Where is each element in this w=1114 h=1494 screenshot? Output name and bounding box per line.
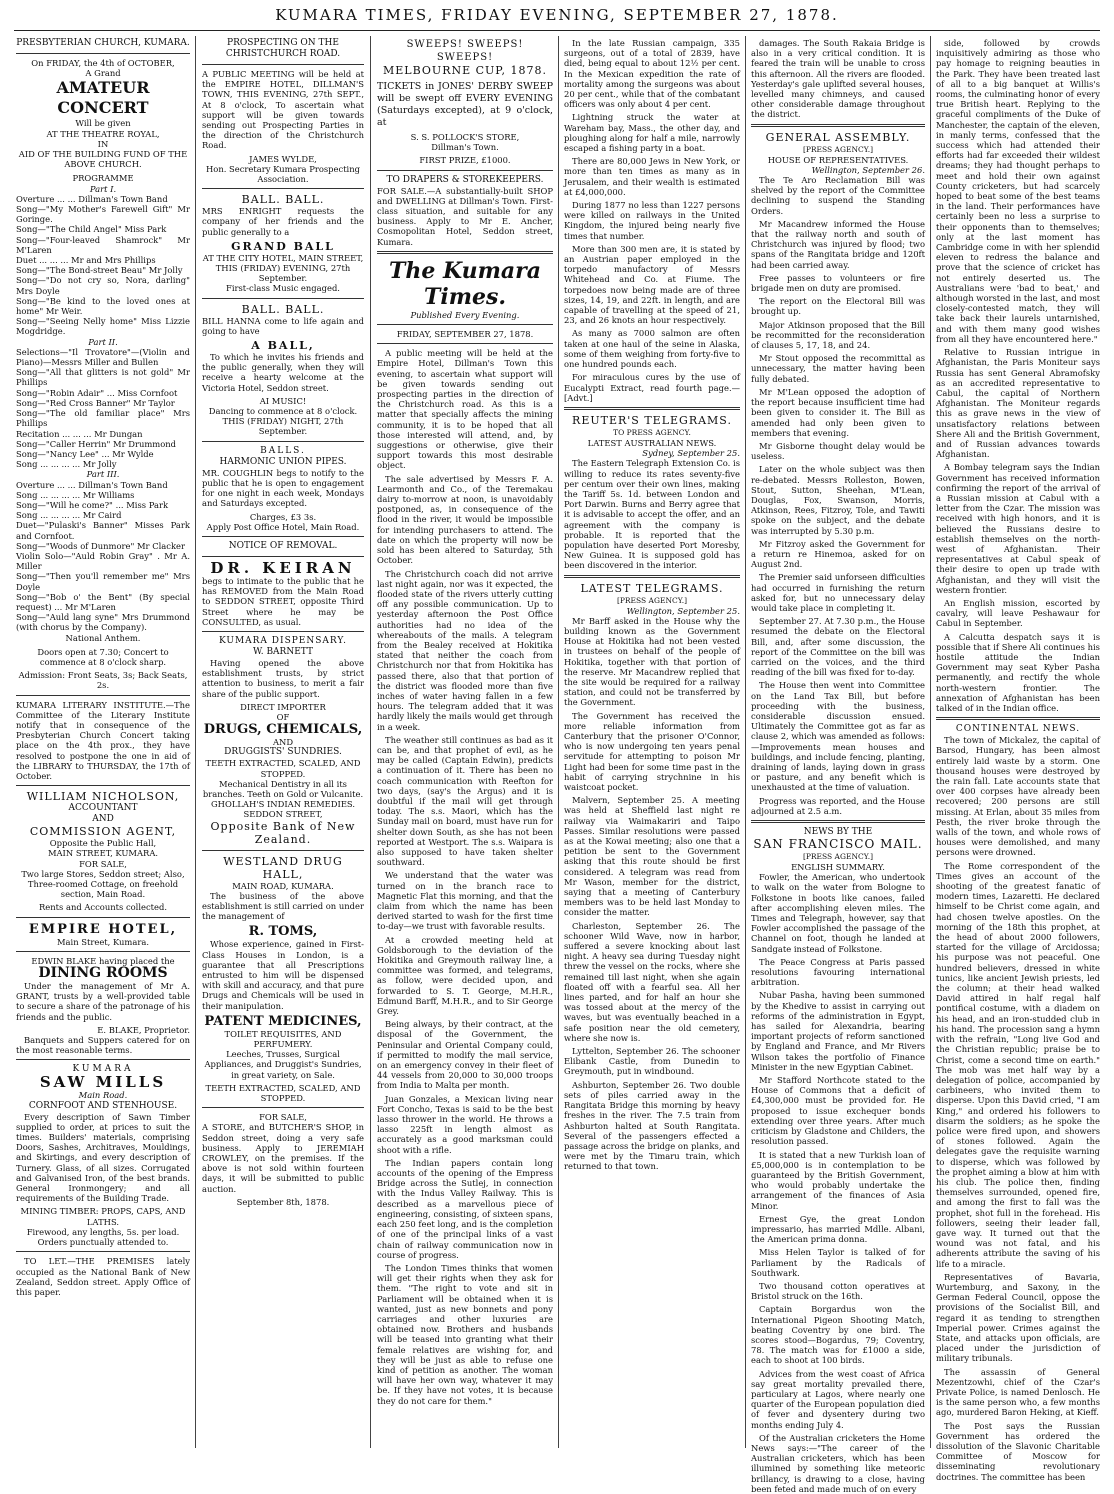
article-paragraph: side, followed by crowds inquisitively admiring as those who pay homage to reigning beauties in the Park. They have been treated last of all to a big banquet at Willis's rooms, the culminating honor of every true British heart. Replying to the graceful compliments of the Duke of Manchester, the captain of the eleven, in manly terms, confessed that the success which had attended their efforts had far exceeded their wildest dreams; they had thought perhaps to meet and hold their own against County cricketers, but had scarcely hoped to beat some of the best teams in the land. Their performances have certainly been no less a surprise to their opponents than to themselves; only at the last moment has Cambridge come in with her splendid eleven to redress the balance and prove that the science of cricket has not entirely deserted us. The Australians were 'bad to beat,' and although worsted in the last, and most closely-contested match, they will take back their laurels untarnished, and with them many good wishes from all they have encountered here.": [936, 38, 1100, 344]
programme-item: Song—"Will he come?" ... Miss Park: [16, 499, 169, 510]
article-paragraph: The Rome correspondent of the Times gives an account of the shooting of the greatest fanatic of modern times, Lazaretti. He declared himself to be Christ come again, and had chosen twelve apostles. On the morning of the 18th this prophet, at the head of about 2000 followers, started for the village of Arcidossa; his purpose was not peaceful. One hundred believers, dressed in white tunics, like ancient Jewish priests, led the column; at their head walked David attired in half regal half pontifical costume, with a diadem on his head, and an iron-studded club in his hand. The procession sang a hymn with the refrain, "Long live God and the Christian republic; praise be to Christ, come a second time on earth." The mob was met half way by a delegation of police, accompanied by carbineers, who invited them to disperse. Upon this David cried, "I am King," and ordered his followers to disarm the soldiers; as he spoke the police were fired upon, and showers of stones followed. Again the delegates gave the requisite warning to disperse, which was followed by the prophet aiming a blow at him with his club. The police then, finding themselves surrounded, opened fire, and among the first to fall was the prophet, shot full in the forehead. His followers, seeing their leader fall, gave way. It turned out that the wound was not fatal, and his adherents attribute the saving of his life to a miracle.: [936, 860, 1100, 1269]
for-sale-heading-2: FOR SALE,: [259, 1112, 307, 1123]
westland-text: The business of the above establishment is still carried on under the management of: [202, 890, 364, 922]
article-paragraph: Fowler, the American, who undertook to walk on the water from Bologne to Folkstone in boots like canoes, failed after accomplishing eleven miles. The Times and Telegraph, however, say that Fowler accomplished the passage of the Channel on foot, though he landed at Sandgate instead of Folkstone.: [751, 872, 925, 954]
column-3: [377, 38, 553, 1448]
article-paragraph: A public meeting will be held at the Empire Hotel, Dillman's Town this evening, to ascertain what support will be given towards sending out prospecting parties in the direction of the Christchurch road. As this is a matter that specially affects the mining community, it is to be hoped that all those interested will attend, and, by suggestions or otherwise, give their support towards this most desirable object.: [377, 348, 553, 471]
house-paragraphs: [751, 175, 925, 816]
article-paragraph: The town of Mickalez, the capital of Barsod, Hungary, has been almost entirely laid waste by a storm. One thousand houses were destroyed by the rain fall. Late accounts state that over 400 corpses have already been recovered; 200 persons are still missing. At Erlan, about 35 miles from Pesth, the river broke through the walls of the town, and whole rows of houses were demolished, and many persons were drowned.: [936, 735, 1100, 858]
barnett-name: W. BARNETT: [253, 646, 313, 657]
separator: [202, 1107, 364, 1108]
programme-part-2: [16, 347, 190, 469]
article-paragraph: The weather still continues as bad as it can be, and that prophet of evil, as he may be called (Captain Edwin), predicts a continuation of it. There has been no coach communication with Reefton for two days, (say's the Argus) and it is doubtful if the mail will get through today. The s.s. Maori, which has the Sunday mail on board, must have run for shelter down South, as she has not been reported at Westport. The s.s. Waipara is also supposed to have taken shelter southward.: [377, 734, 553, 868]
article-paragraph: September 27. At 7.30 p.m., the House resumed the debate on the Electoral Bill, and, after some discussion, the report of the Committee on the bill was carried on the voices, and the third reading of the bill was fixed for to-day.: [751, 616, 925, 678]
wylde-title: Hon. Secretary Kumara Prospecting Association.: [205, 163, 360, 185]
column-5: [751, 38, 925, 1494]
hanna-text: BILL HANNA come to life again and going to have: [202, 315, 364, 336]
column-divider: [745, 36, 746, 1448]
toilet-requisites: TOILET REQUISITES, AND PERFUMERY.: [224, 1028, 342, 1049]
article-paragraph: The Peace Congress at Paris passed resolutions favouring international arbitration.: [751, 956, 925, 988]
article-paragraph: Two thousand cotton operatives at Bristol struck on the 16th.: [751, 1280, 925, 1302]
wylde-name: JAMES WYLDE,: [249, 153, 317, 164]
separator: [377, 343, 553, 344]
toms-text: Whose experience, gained in First-Class Houses in London, is a guarantee that all Prescriptions entrusted to him will be dispensed with skill and accuracy, and that pure Drugs and Chemicals will be used in their manipulation.: [202, 939, 364, 1011]
english-summary: ENGLISH SUMMARY.: [791, 862, 885, 873]
article-paragraph: An English mission, escorted by cavalry, will leave Peshawaur for Cabul in September.: [936, 597, 1100, 629]
part-1-label: Part I.: [89, 183, 117, 194]
hanna-invite: To which he invites his friends and the public generally, when they will receive a hearty welcome at the Victoria Hotel, Seddon street.: [202, 352, 364, 393]
firewood: Firewood, any lengths, 5s. per load.: [26, 1226, 180, 1237]
article-paragraph: The sale advertised by Messrs F. A. Learmonth and Co., of the Teremakau dairy to-morrow at noon, is unavoidably postponed, as, in consequence of the flood in the river, it would be impossible for intending purchasers to attend. The date on which the property will now be sold has been altered to Saturday, 5th October.: [377, 473, 553, 566]
sf-paragraphs: [751, 872, 925, 1494]
separator: [377, 170, 553, 171]
article-paragraph: Advices from the west coast of Africa say great mortality prevailed there, particulary at Lagos, where nearly one quarter of the European population died of fever and dysentery during two months ending July 4.: [751, 1368, 925, 1430]
news-by-the: NEWS BY THE: [803, 827, 873, 838]
news-paragraphs: [564, 38, 740, 403]
article-paragraph: The House then went into Committee on the Land Tax Bill, but before proceeding with the business, considerable discussion ensued. Ultimately the Committee got as far as clause 2, which was amended as follows:—Improvements mean houses and buildings, and include fencing, planting, draining of lands, laying down in grass or pasture, and any benefit which is unexhausted at the time of valuation.: [751, 680, 925, 793]
ball-heading-1: BALL. BALL.: [241, 193, 325, 207]
prospecting-text: A PUBLIC MEETING will be held at the EMPIRE HOTEL, DILLMAN'S TOWN, THIS EVENING, 27th SEPT., At 8 o'clock, To ascertain what support will be given towards sending out Prospecting Parties in the direction of the Christchurch Road.: [202, 69, 364, 151]
programme-item: Duet—"Pulaski's Banner" Misses Park and Cornfoot.: [16, 520, 190, 541]
article-paragraph: Progress was reported, and the House adjourned at 2.5 a.m.: [751, 795, 925, 816]
latest-australian-news: LATEST AUSTRALIAN NEWS.: [587, 437, 717, 448]
article-paragraph: A Calcutta despatch says it is possible that if Shere Ali continues his hostile attitude the Indian Government may seat Kyber Pasha permanently, and rectify the whole north-western frontier. The annexation of Afghanistan has been talked of in the Indian office.: [936, 631, 1100, 713]
ghollah-remedies: GHOLLAH'S INDIAN REMEDIES.: [210, 799, 356, 810]
tickets-text: TICKETS in JONES' DERBY SWEEP will be swept off EVERY EVENING (Saturdays excepted), at 9 o'clock, at: [377, 81, 553, 128]
kumara-times-title: The Kumara Times.: [388, 257, 542, 310]
programme-item: Overture ... ... Dillman's Town Band: [16, 479, 168, 490]
concert-grand: A Grand: [85, 68, 121, 79]
literary-institute-notice: KUMARA LITERARY INSTITUTE.—The Committee of the Literary Institute notify that in consequence of the Presbyterian Church Concert taking place on the 4th prox., they have resolved to postpone the one in aid of the LIBRARY to THURSDAY, the 17th of October.: [16, 699, 190, 781]
programme-item: Song—"Do not cry so, Nora, darling" Mrs Doyle: [16, 275, 190, 296]
telegram-paragraphs: [564, 616, 740, 1172]
a-ball-heading: A BALL,: [251, 339, 315, 353]
article-paragraph: Of the Australian cricketers the Home News says:—"The career of the Australian cricketers, which has been illumined by something like meteoric brillancy, is drawing to a close, having been feted and made much of on every: [751, 1432, 925, 1494]
programme-item: Song—"Be kind to the loved ones at home" Mr Weir.: [16, 295, 190, 317]
article-paragraph: Miss Helen Taylor is talked of for Parliament by the Radicals of Southwark.: [751, 1247, 925, 1278]
article-paragraph: The Government has received the more reliable information from Canterbury that the prisoner O'Connor, who is now undergoing ten years penal servitude for attempting to poison Mr Light had been for some time past in the habit of carrying strychnine in his waistcoat pocket.: [564, 710, 740, 792]
westland-address: MAIN ROAD, KUMARA.: [232, 880, 334, 891]
article-paragraph: Lightning struck the water at Wareham bay, Mass., the other day, and ploughing along for half a mile, narrowly escaped a fishing party in a boat.: [564, 112, 740, 154]
programme-item: Song—"Robin Adair" ... Miss Cornfoot: [16, 387, 178, 398]
separator: [202, 441, 364, 442]
masthead: KUMARA TIMES, FRIDAY EVENING, SEPTEMBER 27, 1878.: [275, 6, 839, 24]
programme-item: Song—"Red Cross Banner" Mr Taylor: [16, 397, 175, 408]
article-paragraph: The assassin of General Mezentzowhi, chief of the Czar's Private Police, is named Denlosch. He is the same person who, a few months ago, murdered Baron Heking, at Kieff.: [936, 1366, 1100, 1418]
article-paragraph: Captain Borgardus won the International Pigeon Shooting Match, beating Coventry by one bird. The scores stood—Bogardus, 79; Coventry, 78. The match was for £1000 a side, each to shoot at 100 birds.: [751, 1304, 925, 1366]
separator: [202, 64, 364, 65]
blake-proprietor: E. BLAKE, Proprietor.: [97, 1024, 190, 1035]
general-assembly: GENERAL ASSEMBLY.: [765, 130, 911, 144]
article-paragraph: damages. The South Rakaia Bridge is also in a very critical condition. It is feared the train will be unable to cross this afternoon. All the rivers are flooded. Yesterday's gale uplifted several houses, levelled many chimneys, and caused other considerable damage throughout the district.: [751, 38, 925, 120]
press-agency-1: TO PRESS AGENCY.: [613, 427, 691, 437]
leeches-text: Leeches, Trusses, Surgical Appliances, and Druggist's Sundries, in great variety, on Sale.: [204, 1049, 362, 1080]
article-paragraph: The Premier said unforseen difficulties had occurred in furnishing the return asked for, but no unnecessary delay would take place in completing it.: [751, 572, 925, 613]
continued-paragraphs: [751, 38, 925, 120]
empire-hotel-heading: EMPIRE HOTEL,: [28, 921, 178, 937]
drapers-heading: TO DRAPERS & STOREKEEPERS.: [386, 174, 544, 185]
article-paragraph: Mr M'Lean opposed the adoption of the report because insufficient time had been given to consider it. The Bill as amended had only been given to members that evening.: [751, 386, 925, 438]
article-paragraph: The Post says the Russian Government has ordered the dissolution of the Slavonic Charitable Committee of Moscow for disseminating revolutionary doctrines. The committee has been: [936, 1420, 1100, 1482]
article-paragraph: Malvern, September 25. A meeting was held at Sheffield last night re railway via Waimakariri and Taipo Passes. Similar resolutions were passed as at the Kowai meeting; also one that a petition be sent to the Government asking that this route should be first considered. A telegram was read from Mr Wason, member for the district, saying that a meeting of Canterbury members was to be held last Monday to consider the matter.: [564, 795, 740, 918]
article-paragraph: The Indian papers contain long accounts of the opening of the Empress Bridge across the Sutlej, in connection with the Indus Valley Railway. This is described as a marvellous piece of engineering, consisting, of sixteen spans, each 250 feet long, and is the completion of one of the principal links of a vast chain of railway communication now in course of progress.: [377, 1157, 553, 1260]
enright-text: MRS ENRIGHT requests the company of her friends and the public generally to a: [202, 206, 364, 237]
separator: [202, 188, 364, 189]
separator: [751, 820, 925, 823]
article-paragraph: Mr Barff asked in the House why the building known as the Government House at Hokitika had not been vested in trustees on behalf of the people of Hokitika, together with that portion of the reserve. Mr Macandrew replied that the site would be required for a railway station, and could not be transferred by the Government.: [564, 615, 740, 708]
programme-item: Violin Solo—"Auld Robin Gray" . Mr A. Miller: [16, 550, 190, 572]
saw-mills-text: Every description of Sawn Timber supplied to order, at prices to suit the times. Builders' materials, comprising Doors, Sashes, Architraves, Mouldings, and Skirtings, and every description of Turnery. Glass, of all sizes. Corrugated and Galvanised Iron, of the best brands. General Ironmongery; and all requirements of the Building Trade.: [16, 1111, 190, 1204]
programme-item: Song—"Four-leaved Shamrock" Mr M'Laren: [16, 234, 190, 255]
article-paragraph: Ashburton, September 26. Two double sets of piles carried away in the Rangitata Bridge this morning by heavy freshes in the river. The 7.5 train from Ashburton halted at South Rangitata. Several of the passengers effected a passage across the bridge on planks, and were met by the Timaru train, which returned to that town.: [564, 1079, 740, 1172]
separator: [202, 298, 364, 299]
programme-item: Song—"Nancy Lee" ... Mr Wylde: [16, 448, 154, 459]
separator: [16, 951, 190, 952]
article-paragraph: A Bombay telegram says the Indian Government has received information confirming the report of the arrival of a Russian mission at Cabul with a letter from the Czar. The mission was received with high honors, and it is believed the Russians desire to establish themselves on the north-west of Afghanistan. Their representatives at Cabul speak of their desire to open up trade with Afghanistan, and they will visit the western frontier.: [936, 462, 1100, 595]
to-let-notice: TO LET.—THE PREMISES lately occupied as the National Bank of New Zealand, Seddon street. Apply Office of this paper.: [16, 1256, 190, 1297]
article-paragraph: Charleston, September 26. The schooner Wild Wave, now in harbor, suffered a severe knocking about last night. A heavy sea during Tuesday night threw the vessel on the rocks, where she remained till last night, when she again floated off with a fearful sea. All her lines parted, and for half an hour she was tossed about at the mercy of the waves, but was eventually beached in a safe position near the old cemetery, where she now is.: [564, 920, 740, 1043]
teeth-extracted-2: TEETH EXTRACTED, SCALED, AND STOPPED.: [205, 1082, 361, 1104]
programme-item: Song ... ... ... ... Mr Williams: [16, 489, 135, 500]
column-4: [564, 38, 740, 1448]
nicholson-accountant: ACCOUNTANT: [68, 803, 138, 814]
article-paragraph: Mr Gisborne thought delay would be useless.: [751, 440, 925, 462]
dillmans-town: Dillman's Town.: [431, 142, 499, 153]
separator: [202, 536, 364, 537]
saw-mills-heading: SAW MILLS: [39, 1073, 167, 1092]
saw-mills-address: Main Road.: [78, 1090, 128, 1101]
drapers-text: FOR SALE.—A substantially-built SHOP and DWELLING at Dillman's Town. First-class situation, and suitable for any business. Apply to Mr E. Ancher, Cosmopolitan Hotel, Seddon street, Kumara.: [377, 185, 553, 247]
grand-ball-heading: GRAND BALL: [231, 239, 335, 253]
concert-in: IN: [97, 138, 109, 149]
programme-item: Selections—"Il Trovatore"—(Violin and Piano)—Messrs Miller and Bullen: [16, 346, 190, 368]
store-sale-text: A STORE, and BUTCHER'S SHOP, in Seddon street, doing a very safe business. Apply to JEREMIAH CROWLEY, on the premises. If the above is not sold within fourteen days, it will be submitted to public auction.: [202, 1122, 364, 1194]
column-6: [936, 38, 1100, 1482]
cornfoot-stenhouse: CORNFOOT AND STENHOUSE.: [28, 1100, 178, 1111]
article-paragraph: Major Atkinson proposed that the Bill be recommitted for the reconsideration of clauses 5, 17, 18, and 24.: [751, 319, 925, 351]
mechanical-dentistry: Mechanical Dentistry in all its branches. Teeth on Gold or Vulcanite.: [202, 778, 364, 799]
separator: [751, 124, 925, 127]
separator: [377, 324, 553, 325]
programme-item: Overture ... ... Dillman's Town Band: [16, 193, 168, 204]
article-paragraph: Later on the whole subject was then re-debated. Messrs Rolleston, Bowen, Stout, Sutton, Sheehan, M'Lean, Douglas, Fox, Swanson, Morris, Atkinson, Rees, Fitzroy, Tole, and Tawiti spoke on the subject, and the debate was interrupted by 5.30 p.m.: [751, 464, 925, 536]
mining-timber: MINING TIMBER: PROPS, CAPS, AND LATHS.: [20, 1206, 186, 1227]
separator: [16, 695, 190, 696]
nicholson-and: AND: [92, 814, 114, 825]
separator: [564, 575, 740, 578]
separator: [16, 917, 190, 918]
for-sale-text: Two large Stores, Seddon street; Also, Three-roomed Cottage, on freehold section, Main Road.: [21, 868, 185, 900]
presbyterian-title: PRESBYTERIAN CHURCH, KUMARA.: [16, 38, 190, 48]
melbourne-cup: MELBOURNE CUP, 1878.: [383, 64, 547, 77]
article-paragraph: At a crowded meeting held at Goldsborough to the deviation of the Hokitika and Greymouth railway line, a committee was formed, and telegrams, as follow, were decided upon, and forwarded to S. T. George, M.H.R., Edmund Barff, M.H.R., and to Sir George Grey.: [377, 934, 553, 1017]
column-divider: [195, 36, 196, 1448]
column-divider: [558, 36, 559, 1448]
wellington-dateline: Wellington, September 25.: [626, 605, 740, 616]
balls-heading: BALLS.: [260, 445, 306, 456]
continental-news: CONTINENTAL NEWS.: [955, 724, 1081, 735]
programme-item: Duet ... ... ... Mr and Mrs Phillips: [16, 255, 156, 266]
article-paragraph: Representatives of Bavaria, Wurtemburg, and Saxony, in the German Federal Council, oppose the provisions of the Socialist Bill, and regard it as tending to strengthen Imperial power. Crimes against the State, and attacks upon officials, are placed under the jurisdiction of military tribunals.: [936, 1271, 1100, 1364]
article-paragraph: Mr Stafford Northcote stated to the House of Commons that a deficit of £4,300,000 must be provided for. He proposed to issue exchequer bonds extending over three years. After much criticism by Gladstone and Childers, the resolution passed.: [751, 1075, 925, 1147]
article-paragraph: Mr Stout opposed the recommittal as unnecessary, the matter having been fully debated.: [751, 353, 925, 384]
seddon-street: SEDDON STREET,: [243, 809, 323, 820]
programme-item: Song—"The Bond-street Beau" Mr Jolly: [16, 265, 183, 276]
first-prize: FIRST PRIZE, £1000.: [419, 155, 511, 166]
empire-hotel-address: Main Street, Kumara.: [56, 936, 150, 947]
coughlin-text: MR. COUGHLIN begs to notify to the public that he is open to engagement for one night in each week, Mondays and Saturdays excepted.: [202, 467, 364, 509]
separator: [16, 1251, 190, 1252]
part-2-label: Part II.: [88, 336, 118, 347]
ai-music: AI MUSIC!: [259, 395, 307, 406]
press-agency-4: [PRESS AGENCY.]: [802, 852, 874, 862]
separator: [564, 407, 740, 410]
programme-item: Song—"Auld lang syne" Mrs Drummond (with chorus by the Company).: [16, 612, 190, 633]
harmonic-union: HARMONIC UNION PIPES.: [219, 456, 347, 467]
kumara-label: KUMARA: [72, 1064, 134, 1075]
article-paragraph: Mr Macandrew informed the House that the railway north and south of Christchurch was injured by flood; two spans of the Rangitata bridge and 120ft had been carried away.: [751, 218, 925, 270]
blake-intro: EDWIN BLAKE having placed the: [31, 955, 175, 966]
article-paragraph: Ernest Gye, the great London impressario, has married Mdlle. Albani, the American prima donna.: [751, 1213, 925, 1245]
article-paragraph: Juan Gonzales, a Mexican living near Fort Concho, Texas is said to be the best lasso thrower in the world. He throws a lasso 225ft in length almost as accurately as a good marksman could shoot with a rifle.: [377, 1093, 553, 1155]
column-divider: [370, 36, 371, 1448]
for-sale-heading: FOR SALE,: [79, 858, 127, 869]
admission-prices: Admission: Front Seats, 3s; Back Seats, 2s.: [18, 670, 188, 691]
programme-part-3: [16, 480, 190, 633]
editorial-date: FRIDAY, SEPTEMBER 27, 1878.: [396, 329, 534, 340]
programme-item: Song—"The old familiar place" Mrs Phillips: [16, 408, 190, 429]
programme-item: Song ... ... ... ... Mr Jolly: [16, 459, 117, 470]
nicholson-name: WILLIAM NICHOLSON,: [26, 790, 180, 804]
prospecting-title: PROSPECTING ON THE CHRISTCHURCH ROAD.: [225, 38, 341, 59]
article-paragraph: Relative to Russian intrigue in Afghanistan, the Paris Moniteur says Russia has sent General Abramofsky as an accredited representative to Cabul, the capital of Northern Afghanistan. The Moniteur regards this as grave news in the view of unsatisfactory relations between Shere Ali and the British Government, and of Russian advances towards Afghanistan.: [936, 347, 1100, 460]
press-agency-2: [PRESS AGENCY.]: [616, 595, 688, 605]
this-friday-night: THIS (FRIDAY) NIGHT, 27th September.: [222, 416, 344, 437]
published-every-evening: Published Every Evening.: [410, 309, 520, 320]
article-paragraph: It is stated that a new Turkish loan of £5,000,000 is in contemplation to be guaranteed by the British Government, who would probably undertake the arrangement of the finances of Asia Minor.: [751, 1149, 925, 1211]
latest-telegrams: LATEST TELEGRAMS.: [580, 581, 724, 595]
banquets-notice: Banquets and Suppers catered for on the most reasonable terms.: [16, 1035, 190, 1056]
doors-open: Doors open at 7.30; Concert to commence at 8 o'clock sharp.: [37, 646, 169, 667]
cricket-afghan-paragraphs: [936, 38, 1100, 713]
concert-given: Will be given: [75, 118, 131, 129]
sydney-text: The Eastern Telegraph Extension Co. is willing to reduce its rates seventy-five per centum over their own lines, making the Tariff 5s. 1d. between London and Port Darwin. Burns and Berry agree that it is advisable to accept the offer, and an agreement with the company is probable. It is reported that the population have deserted Port Moresby, New Guinea. It is supposed gold has been discovered in the interior.: [564, 458, 740, 571]
programme-item: Song—"Bob o' the Bent" (By special request) ... Mr M'Laren: [16, 591, 190, 612]
concert-theatre: AT THE THEATRE ROYAL,: [46, 128, 160, 139]
dancing-commence: Dancing to commence at 8 o'clock.: [208, 406, 358, 417]
article-paragraph: In the late Russian campaign, 335 surgeons, out of a total of 2839, have died, being equal to about 12½ per cent. In the Mexican expedition the rate of mortality among the surgeons was about 20 per cent., while that of the combatant officers was only about 4 per cent.: [564, 38, 740, 110]
apply-post-office: Apply Post Office Hotel, Main Road.: [206, 521, 360, 532]
article-paragraph: For miraculous cures by the use of Eucalypti Extract, read fourth page.—[Advt.]: [564, 372, 740, 403]
article-paragraph: During 1877 no less than 1227 persons were killed on railways in the United Kingdom, the injured being nearly five times that number.: [564, 200, 740, 241]
barnett-text: Having opened the above establishment trusts, by strict attention to business, to merit a fair share of the public support.: [202, 657, 364, 699]
article-paragraph: As many as 7000 salmon are often taken at one haul of the seine in Alaska, some of them weighing from forty-five to one hundred pounds each.: [564, 328, 740, 370]
san-francisco-mail: SAN FRANCISCO MAIL.: [753, 837, 923, 852]
nicholson-commission: COMMISSION AGENT,: [29, 825, 177, 839]
notice-of-removal: NOTICE OF REMOVAL.: [228, 540, 338, 551]
drugs-chemicals: DRUGS, CHEMICALS,: [203, 722, 363, 738]
programme-item: Song ... ... ... ... Mr Caird: [16, 510, 122, 521]
article-paragraph: The London Times thinks that women will get their rights when they ask for them. "The right to vote and sit in Parliament will be obtained when it is wanted, just as new bonnets and pony carriages and other luxuries are obtained now. Brothers and husbands will be teased into granting what their female relatives are wishing for, and they will be just as able to refuse one kind of petition as another. The woman will have her own way, whatever it may be. If they have not votes, it is because they do not care for them.": [377, 1262, 553, 1406]
programme-item: Song—"Woods of Dunmore" Mr Clacker: [16, 540, 186, 551]
article-paragraph: The report on the Electoral Bill was brought up.: [751, 296, 925, 317]
pollock-store: S. S. POLLOCK'S STORE,: [410, 132, 520, 142]
concert-aid: AID OF THE BUILDING FUND OF THE ABOVE CHURCH.: [18, 149, 188, 170]
ball-heading-2: BALL. BALL.: [241, 302, 325, 316]
separator: [202, 556, 364, 557]
article-paragraph: Nubar Pasha, having been summoned by the Khedive to assist in carrying out reforms of the administration in Egypt, has sailed for Alexandria, bearing important projects of reform sanctioned by England and France, and Mr Rivers Wilson takes the portfolio of Finance Minister in the new Egyptian Cabinet.: [751, 990, 925, 1072]
article-paragraph: Being always, by their contract, at the disposal of the Government, the Peninsular and Oriental Company could, if permitted to modify the mail service, on an emergency convey in their fleet of 44 vessels from 20,000 to 30,000 troops from India to Malta per month.: [377, 1019, 553, 1091]
druggists-sundries: DRUGGISTS' SUNDRIES.: [224, 747, 342, 758]
charges: Charges, £3 3s.: [249, 511, 317, 522]
separator: [202, 850, 364, 851]
press-agency-3: [PRESS AGENCY.]: [802, 144, 874, 154]
separator: [16, 1059, 190, 1060]
teeth-extracted: TEETH EXTRACTED, SCALED, AND STOPPED.: [205, 758, 361, 779]
article-paragraph: The Te Aro Reclamation Bill was shelved by the report of the Committee declining to suspend the Standing Orders.: [751, 175, 925, 216]
programme-item: Song—"All that glitters is not gold" Mr Phillips: [16, 367, 190, 388]
music-engaged: First-class Music engaged.: [226, 283, 340, 294]
editorial-paragraphs: [377, 348, 553, 1406]
concert-date: On FRIDAY, the 4th of OCTOBER,: [31, 58, 175, 68]
rents-collected: Rents and Accounts collected.: [38, 902, 168, 913]
orders-attended: Orders punctually attended to.: [37, 1237, 169, 1248]
patent-medicines: PATENT MEDICINES,: [204, 1013, 362, 1029]
sydney-dateline: Sydney, September 25.: [642, 448, 740, 459]
part-3-label: Part III.: [86, 469, 120, 480]
direct-importer: DIRECT IMPORTER: [240, 701, 326, 712]
programme-item: Song—"The Child Angel" Miss Park: [16, 224, 167, 235]
keiran-text: begs to intimate to the public that he has REMOVED from the Main Road to SEDDON STREET, opposite Third Street where he may be CONSULTED, as usual.: [202, 575, 364, 627]
sweeps-heading: SWEEPS! SWEEPS! SWEEPS!: [406, 39, 524, 63]
kumara-dispensary: KUMARA DISPENSARY.: [218, 635, 348, 646]
dining-rooms-heading: DINING ROOMS: [38, 965, 168, 982]
and-label: AND: [272, 737, 294, 748]
programme-item: Song—"My Mother's Farewell Gift" Mr Goringe.: [16, 204, 190, 225]
reuters-telegrams: REUTER'S TELEGRAMS.: [572, 413, 732, 427]
wellington-dateline-2: Wellington, September 26.: [811, 164, 925, 175]
of-label: OF: [276, 711, 290, 722]
toms-name: R. TOMS,: [248, 924, 318, 940]
programme-title: PROGRAMME: [72, 173, 134, 184]
continental-paragraphs: [936, 735, 1100, 1482]
article-paragraph: Free passes to volunteers or fire brigade men on duty are promised.: [751, 272, 925, 294]
nicholson-address: MAIN STREET, KUMARA.: [47, 848, 159, 859]
column-divider: [930, 36, 931, 1448]
separator: [377, 251, 553, 254]
separator: [936, 717, 1100, 720]
column-1: [16, 38, 190, 1448]
separator: [16, 53, 190, 54]
house-of-representatives: HOUSE OF REPRESENTATIVES.: [767, 154, 909, 165]
programme-item: Song—"Caller Herrin" Mr Drummond: [16, 438, 177, 449]
programme-item: Song—"Then you'll remember me" Mrs Doyle: [16, 571, 190, 592]
separator: [202, 631, 364, 632]
separator: [16, 785, 190, 786]
column-2: [202, 38, 364, 1448]
this-friday-evening: THIS (FRIDAY) EVENING, 27th September.: [215, 263, 351, 284]
amateur-concert-heading: AMATEUR CONCERT: [56, 78, 150, 118]
dr-keiran-heading: DR. KEIRAN: [210, 558, 356, 577]
article-paragraph: Mr Fitzroy asked the Government for a return re Hinemoa, asked for on August 2nd.: [751, 538, 925, 570]
opposite-bank: Opposite Bank of New Zealand.: [210, 819, 356, 846]
programme-part-1: [16, 194, 190, 337]
article-paragraph: Lyttelton, September 26. The schooner Elibank Castle, from Dunedin to Greymouth, put in windbound.: [564, 1046, 740, 1077]
programme-item: Recitation ... ... ... Mr Dungan: [16, 428, 143, 439]
article-paragraph: We understand that the water was turned on in the branch race to Magnetic Flat this morning, and that the claim from which the name has been derived started to wash for the first time to-day—we trust with favorable results.: [377, 870, 553, 932]
city-hotel: AT THE CITY HOTEL, MAIN STREET,: [202, 252, 364, 263]
programme-item: Song—"Seeing Nelly home" Miss Lizzie Mogdridge.: [16, 316, 190, 337]
sept-8-date: September 8th, 1878.: [236, 1196, 330, 1207]
article-paragraph: The Christchurch coach did not arrive last night again, nor was it expected, the flooded state of the rivers utterly cutting off any possible communication. Up to yesterday afternoon the Post Office authorities had no idea of the whereabouts of the mails. A telegram from the Bealey received at Hokitika stated that neither the coach from Christchurch nor that from Hokitika has passed there, also that that portion of the district was flooded more than five inches of water having fallen in a few hours. The telegram added that it was hardly likely the mails would get through in a week.: [377, 568, 553, 732]
masthead-rule: [14, 30, 1100, 31]
article-paragraph: More than 300 men are, it is stated by an Austrian paper employed in the torpedo manufactory of Messrs Whitehead and Co. at Fiume. The torpedoes now being made are of three sizes, 14, 19, and 22ft. in length, and are capable of travelling at the speed of 21, 23, and 26 knots an hour respectively.: [564, 243, 740, 326]
national-anthem: National Anthem.: [65, 632, 141, 643]
westland-drug-hall: WESTLAND DRUG HALL,: [223, 854, 343, 881]
nicholson-opposite: Opposite the Public Hall,: [49, 838, 157, 849]
blake-text: Under the management of Mr A. GRANT, trusts by a well-provided table to secure a share of the patronage of his friends and the public.: [16, 981, 190, 1022]
article-paragraph: There are 80,000 Jews in New York, or more than ten times as many as in Jerusalem, and their wealth is estimated at £4,000,000.: [564, 156, 740, 197]
